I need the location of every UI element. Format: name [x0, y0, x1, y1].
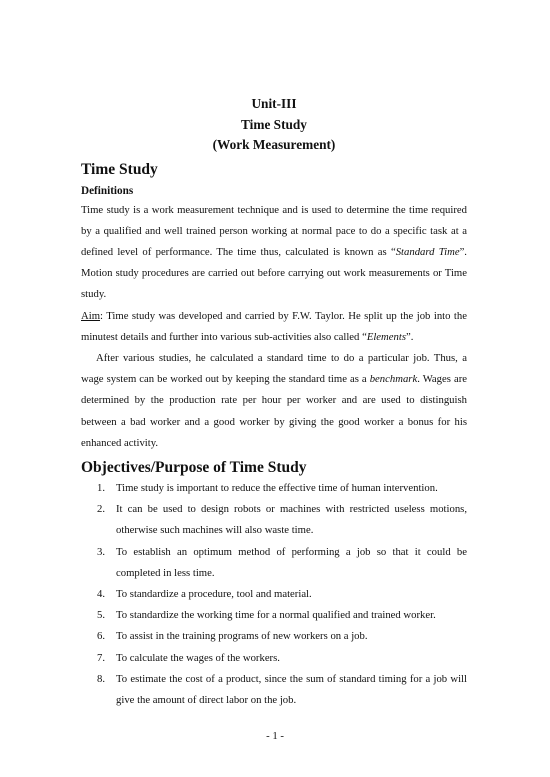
- page-number: - 1 -: [266, 730, 284, 742]
- list-item: 4. To standardize a procedure, tool and material.: [97, 587, 312, 600]
- standard-time-paragraph: After various studies, he calculated a standard time to do a particular job. Thus, a wage system can be worked out by keeping the standard time as a benchmark. Wages are determined by the production rate per hour per worker and are used to distinguish between a bad worker and a good worker by giving the good worker a bonus for his enhanced activity.: [81, 351, 467, 449]
- aim-label: Aim: [81, 309, 101, 322]
- list-item: 5. To standardize the working time for a normal qualified and trained worker.: [97, 609, 436, 622]
- list-item: 6. To assist in the training programs of new workers on a job.: [97, 630, 368, 643]
- section-heading-objectives: Objectives/Purpose of Time Study: [81, 458, 307, 476]
- section-heading-time-study: Time Study: [81, 160, 158, 178]
- definition-paragraph: Time study is a work measurement technique and is used to determine the time required by a qualified and well trained person working at normal pace to do a specific task at a defined level of performance. The time thus, calculated is known as “Standard Time”. Motion study procedures are carried out before carrying out work measurements or Time study.: [81, 203, 467, 301]
- list-item: 2. It can be used to design robots or machines with restricted useless motions, otherwise such machines will also waste time.: [97, 503, 467, 537]
- objectives-list: [81, 478, 467, 711]
- unit-title: Unit-III: [251, 96, 297, 111]
- document-title: Time Study: [241, 116, 307, 132]
- document-subtitle: (Work Measurement): [212, 137, 336, 152]
- subheading-definitions: Definitions: [81, 184, 134, 197]
- list-item: 3. To establish an optimum method of performing a job so that it could be completed in less time.: [97, 545, 467, 579]
- list-item: 1. Time study is important to reduce the effective time of human intervention.: [97, 481, 438, 494]
- aim-paragraph: Aim: Time study was developed and carried by F.W. Taylor. He split up the job into the minutest details and further into various sub-activities also called “Elements”.: [81, 309, 467, 343]
- list-item: 7. To calculate the wages of the workers.: [97, 651, 280, 664]
- list-item: 8. To estimate the cost of a product, since the sum of standard timing for a job will give the amount of direct labor on the job.: [97, 672, 467, 706]
